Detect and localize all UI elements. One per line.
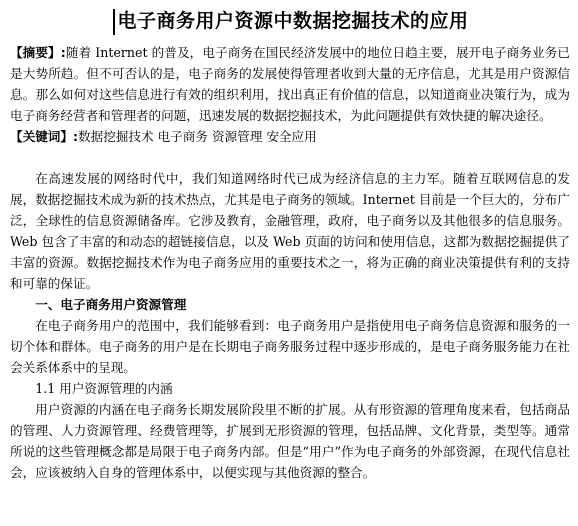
subsection-heading: 1.1 用户资源管理的内涵 — [35, 381, 173, 396]
subsection-paragraph: 用户资源的内涵在电子商务长期发展阶段里不断的扩展。从有形资源的管理角度来看，包括商品的管理、人力资源管理、经费管理等，扩展到无形资源的管理，包括品牌、文化背景，类型等。通常所说的这些管理概念都是局限于电子商务内部。但是“用户”作为电子商务的外部资源，在现代信息社会，应该被纳入自身的管理体系中，以便实现与其他资源的整合。 — [10, 402, 570, 480]
keywords-label: 【关键词】: — [10, 129, 79, 144]
abstract-paragraph — [10, 42, 570, 126]
section-paragraph: 在电子商务用户的范围中，我们能够看到：电子商务用户是指使用电子商务信息资源和服务的一切个体和群体。电子商务的用户是在长期电子商务服务过程中逐步形成的，是电子商务服务能力在社会关系体系中的呈现。 — [10, 318, 570, 375]
intro-paragraph: 在高速发展的网络时代中，我们知道网络时代已成为经济信息的主力军。随着互联网信息的发展，数据挖掘技术成为新的技术热点，尤其是电子商务的领域。Internet 目前是一个巨大的，分布广泛，全球性的信息资源储备库。它涉及教育，金融管理，政府，电子商务以及其他很多的信息服务。Web 包含了丰富的和动态的超链接信息，以及 Web 页面的访问和使用信息，这都为数据挖掘提供了丰富的资源。数据挖掘技术作为电子商务应用的重要技术之一，将为正确的商业决策提供有利的支持和可靠的保证。 — [10, 171, 570, 291]
text-cursor — [113, 9, 115, 35]
title-row — [10, 6, 570, 36]
abstract-text: 随着 Internet 的普及，电子商务在国民经济发展中的地位日趋主要，展开电子商务业务已是大势所趋。但不可否认的是，电子商务的发展使得管理者收到大量的无序信息，尤其是用户资源信息。那么如何对这些信息进行有效的组织利用，找出真正有价值的信息，以知道商业决策行为，成为电子商务经营者和管理者的问题，迅速发展的数据挖掘技术，为此问题提供有效快捷的解决途径。 — [10, 45, 570, 123]
section-heading: 一、电子商务用户资源管理 — [35, 297, 187, 312]
page-title: 电子商务用户资源中数据挖掘技术的应用 — [117, 10, 469, 32]
keywords-paragraph — [10, 126, 570, 147]
keywords-text: 数据挖掘技术 电子商务 资源管理 安全应用 — [78, 129, 317, 144]
abstract-label: 【摘要】: — [10, 45, 66, 60]
